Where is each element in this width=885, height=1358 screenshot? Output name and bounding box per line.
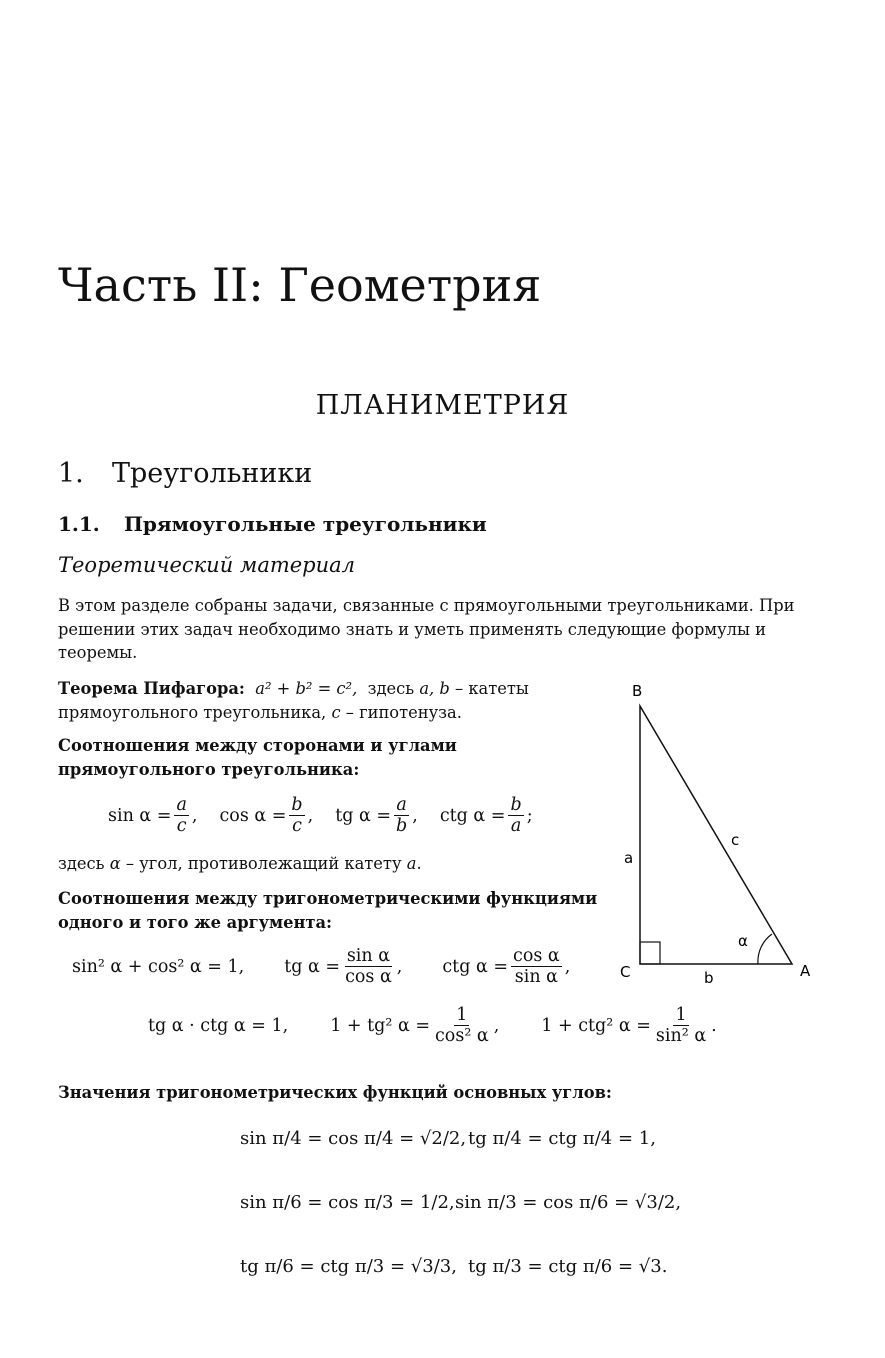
section-title: ПЛАНИМЕТРИЯ xyxy=(315,390,570,421)
alpha-note-alpha: α xyxy=(109,854,121,873)
values-row-1-right: tg π/4 = ctg π/4 = 1, xyxy=(468,1128,656,1149)
relation-1-lhs: cos α = xyxy=(219,805,287,826)
identity-2-3-frac xyxy=(654,1005,708,1046)
vertex-a-label: A xyxy=(800,962,811,980)
identity-1-2-lhs: tg α = xyxy=(284,956,341,977)
part-title: Часть II: Геометрия xyxy=(58,258,542,312)
chapter-heading xyxy=(58,458,312,489)
theory-heading: Теоретический материал xyxy=(58,553,356,577)
pythagoras-vars: a, b xyxy=(419,679,450,698)
identity-1-2-num: sin α xyxy=(346,946,391,966)
relation-1-frac xyxy=(289,795,304,836)
values-row-1 xyxy=(240,1128,656,1149)
alpha-note-t1: здесь xyxy=(58,854,105,873)
relation-2-lhs: tg α = xyxy=(335,805,392,826)
values-row-2-right: sin π/3 = cos π/6 = √3/2, xyxy=(455,1192,682,1213)
identity-1-2-sep: , xyxy=(396,956,403,977)
side-b-label: b xyxy=(704,969,714,987)
relation-3-den: a xyxy=(510,816,522,837)
pythagoras-text3: – гипотенуза. xyxy=(345,702,462,722)
relation-1-sep: , xyxy=(307,805,314,826)
relation-0-lhs: sin α = xyxy=(108,805,172,826)
values-row-3-right: tg π/3 = ctg π/6 = √3. xyxy=(468,1256,668,1277)
identity-2-3-num: 1 xyxy=(675,1005,687,1025)
values-row-2-left: sin π/6 = cos π/3 = 1/2, xyxy=(240,1192,455,1213)
identity-1-3-lhs: ctg α = xyxy=(442,956,509,977)
relation-2-frac xyxy=(394,795,409,836)
identity-2-3-sep: . xyxy=(711,1015,717,1036)
relation-1-den: c xyxy=(292,816,302,837)
relation-3-sep: ; xyxy=(526,805,533,826)
relation-0-frac xyxy=(174,795,188,836)
identity-2-2-den: cos² α xyxy=(435,1026,489,1047)
relation-2-den: b xyxy=(396,816,408,837)
alpha-note-t3: . xyxy=(416,854,422,873)
identity-1-2-frac xyxy=(343,946,394,987)
pythagoras-paragraph xyxy=(58,677,613,724)
pythagoras-formula: a² + b² = c², xyxy=(255,679,358,698)
subchapter-heading xyxy=(58,512,487,536)
identity-1-3-num: cos α xyxy=(513,946,560,966)
side-a-label: a xyxy=(624,849,634,867)
identity-2-2-sep: , xyxy=(493,1015,500,1036)
values-heading: Значения тригонометрических функций основных углов: xyxy=(58,1083,612,1102)
relation-3-frac xyxy=(508,795,523,836)
values-row-1-left: sin π/4 = cos π/4 = √2/2, xyxy=(240,1128,467,1149)
identity-2-2-frac xyxy=(433,1005,491,1046)
identity-1-1: sin² α + cos² α = 1, xyxy=(72,956,245,977)
side-c-label: c xyxy=(731,831,740,849)
pythagoras-c: c xyxy=(331,702,341,722)
relation-2-num: a xyxy=(396,795,407,815)
relation-0-den: c xyxy=(176,816,187,837)
relation-3-num: b xyxy=(510,795,522,815)
chapter-title: Треугольники xyxy=(112,458,313,489)
vertex-c-label: C xyxy=(620,963,631,981)
identity-2-2-num: 1 xyxy=(456,1005,468,1025)
relation-0-sep: , xyxy=(191,805,198,826)
triangle-outline xyxy=(640,706,792,964)
angle-alpha-label: α xyxy=(738,932,748,950)
intro-paragraph: В этом разделе собраны задачи, связанные с прямоугольными треугольниками. При решении этих задач необходимо знать и уметь применять следующие формулы и теоремы. xyxy=(58,596,795,662)
relation-1-num: b xyxy=(291,795,303,815)
right-triangle-diagram xyxy=(600,670,840,990)
relations-heading: Соотношения между сторонами и углами прямоугольного треугольника: xyxy=(58,736,457,779)
alpha-note-a: a xyxy=(406,854,417,873)
pythagoras-text2: – катеты прямоугольного треугольника, xyxy=(58,679,529,722)
relation-3-lhs: ctg α = xyxy=(439,805,506,826)
relation-0-num: a xyxy=(176,795,187,815)
identity-2-2-lhs: 1 + tg² α = xyxy=(330,1015,430,1036)
identity-2-3-lhs: 1 + ctg² α = xyxy=(541,1015,651,1036)
identity-1-3-frac xyxy=(511,946,562,987)
chapter-number: 1. xyxy=(58,458,84,489)
values-row-2 xyxy=(240,1192,681,1213)
pythagoras-label: Теорема Пифагора: xyxy=(58,679,245,698)
identity-1-3-den: sin α xyxy=(514,967,558,988)
subchapter-number: 1.1. xyxy=(58,512,100,536)
identity-2-1: tg α · ctg α = 1, xyxy=(148,1015,289,1036)
identity-1-3-sep: , xyxy=(564,956,571,977)
values-row-3-left: tg π/6 = ctg π/3 = √3/3, xyxy=(240,1256,457,1277)
right-angle-mark xyxy=(640,942,660,964)
values-row-3 xyxy=(240,1256,667,1277)
subchapter-title: Прямоугольные треугольники xyxy=(124,512,487,536)
relations-formulas xyxy=(108,795,533,836)
relation-2-sep: , xyxy=(412,805,418,826)
identity-1-2-den: cos α xyxy=(345,967,392,988)
alpha-note-t2: – угол, противолежащий катету xyxy=(125,854,402,873)
identity-row-1 xyxy=(72,946,570,987)
identity-row-2 xyxy=(148,1005,717,1046)
vertex-b-label: B xyxy=(632,682,643,700)
pythagoras-text1: здесь xyxy=(367,679,415,698)
identity-2-3-den: sin² α xyxy=(655,1026,707,1047)
trig-heading: Соотношения между тригонометрическими функциями одного и того же аргумента: xyxy=(58,889,598,932)
angle-alpha-arc xyxy=(758,934,772,964)
